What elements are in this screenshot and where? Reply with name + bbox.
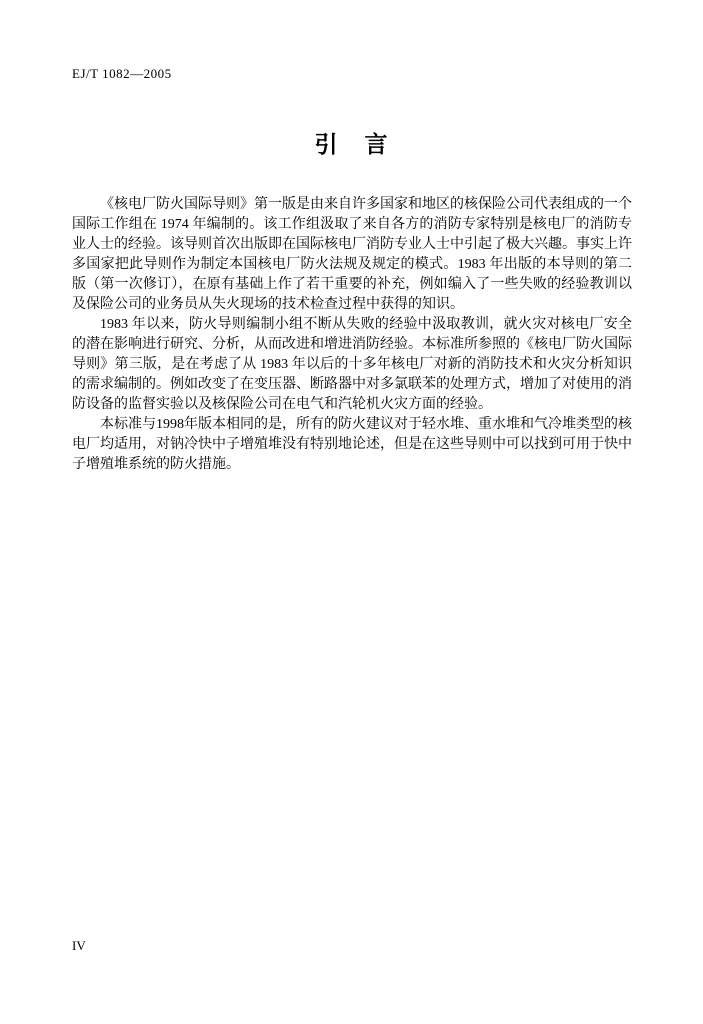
paragraph-2: 1983 年以来，防火导则编制小组不断从失败的经验中汲取教训，就火灾对核电厂安全的潜在影响进行研究、分析，从而改进和增进消防经验。本标准所参照的《核电厂防火国际导则》第三版，是在考虑了从 1983 年以后的十多年核电厂对新的消防技术和火灾分析知识的需求编制的。例如改变了在变压器、断路器中对多氯联苯的处理方式，增加了对使用的消防设备的监督实验以及核保险公司在电气和汽轮机火灾方面的经验。 [72,317,632,412]
section-title: 引 言 [314,132,390,157]
page-number: IV [72,938,86,953]
standard-number: EJ/T 1082—2005 [72,66,172,81]
paragraph-3: 本标准与1998年版本相同的是，所有的防火建议对于轻水堆、重水堆和气冷堆类型的核电厂均适用，对钠冷快中子增殖堆没有特别地论述，但是在这些导则中可以找到可用于快中子增殖堆系统的防火措施。 [72,417,632,472]
paragraph-1: 《核电厂防火国际导则》第一版是由来自许多国家和地区的核保险公司代表组成的一个国际工作组在 1974 年编制的。该工作组汲取了来自各方的消防专家特别是核电厂的消防专业人士的经验。该导则首次出版即在国际核电厂消防专业人士中引起了极大兴趣。事实上许多国家把此导则作为制定本国核电厂防火法规及规定的模式。1983 年出版的本导则的第二版（第一次修订），在原有基础上作了若干重要的补充，例如编入了一些失败的经验教训以及保险公司的业务员从失火现场的技术检查过程中获得的知识。 [72,197,632,312]
body-text [72,195,632,475]
